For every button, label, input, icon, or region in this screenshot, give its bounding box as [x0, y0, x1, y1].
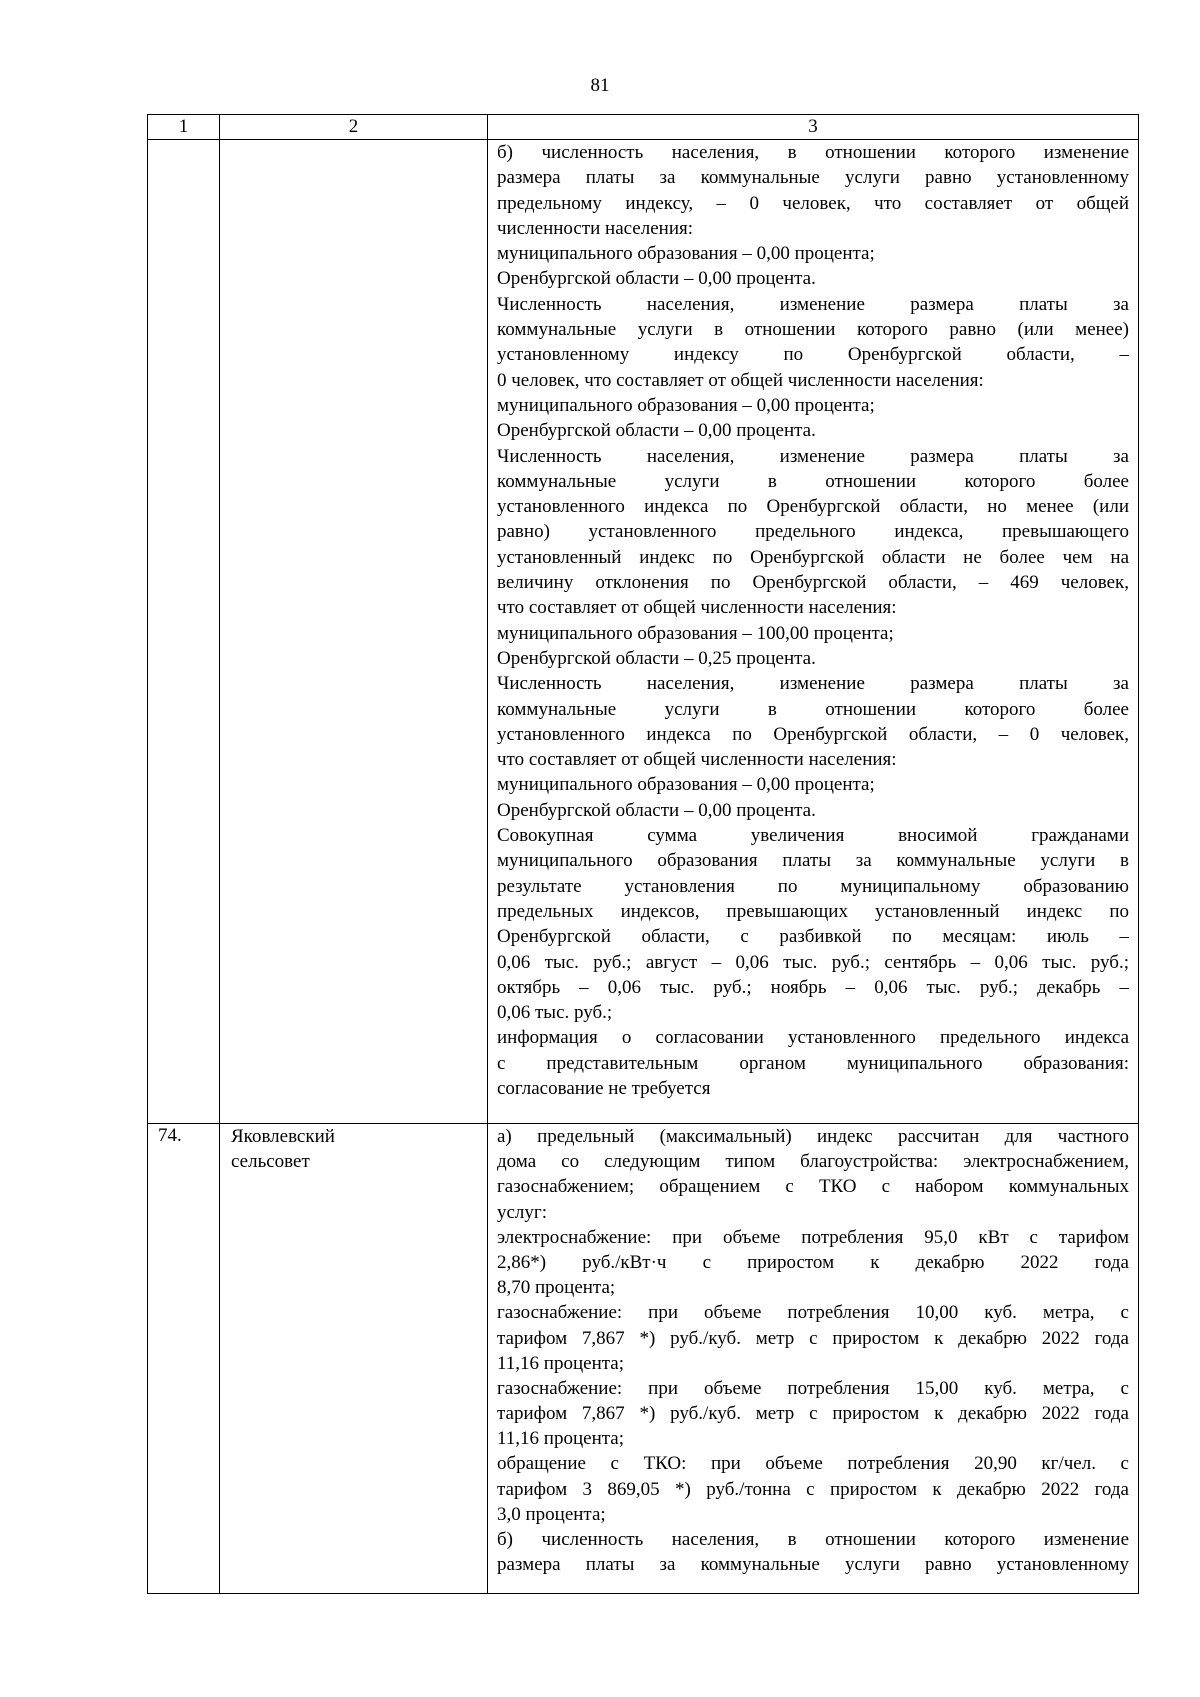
text-line: б) численность населения, в отношении которого изменение — [497, 1529, 1129, 1550]
text-line: тарифом 7,867 *) руб./куб. метр с приростом к декабрю 2022 года — [497, 1327, 1129, 1349]
table-header-row — [148, 115, 1139, 140]
text-line: 0 человек, что составляет от общей численности населения: — [497, 369, 984, 391]
text-line: 8,70 процента; — [497, 1277, 616, 1299]
text-line: равно) установленного предельного индекса, превышающего — [497, 521, 1129, 543]
text-line: а) предельный (максимальный) индекс рассчитан для частного — [497, 1126, 1129, 1147]
text-line: установленного индекса по Оренбургской области, но менее (или — [497, 496, 1129, 518]
text-line: что составляет от общей численности населения: — [497, 749, 897, 771]
text-line: 2,86*) руб./кВт·ч с приростом к декабрю 2022 года — [497, 1251, 1129, 1273]
text-line: тарифом 3 869,05 *) руб./тонна с приростом к декабрю 2022 года — [497, 1478, 1129, 1500]
text-line: коммунальные услуги в отношении которого более — [497, 698, 1129, 720]
text-line: коммунальные услуги в отношении которого более — [497, 470, 1129, 492]
column-header-3: 3 — [488, 115, 1139, 140]
text-line: 11,16 процента; — [497, 1428, 624, 1450]
municipality-name-line: сельсовет — [231, 1151, 310, 1173]
text-line: Оренбургской области, с разбивкой по месяцам: июль – — [497, 926, 1129, 948]
text-line: Оренбургской области – 0,00 процента. — [497, 268, 816, 290]
text-line: тарифом 7,867 *) руб./куб. метр с приростом к декабрю 2022 года — [497, 1403, 1129, 1425]
text-line: Численность населения, изменение размера платы за — [497, 445, 1129, 467]
row-number-cell: 74. — [148, 1124, 220, 1594]
text-line: муниципального образования – 0,00 процента; — [497, 243, 875, 265]
municipality-cell — [220, 1124, 488, 1594]
text-line: октябрь – 0,06 тыс. руб.; ноябрь – 0,06 тыс. руб.; декабрь – — [497, 976, 1129, 998]
text-line: муниципального образования платы за коммунальные услуги в — [497, 850, 1129, 872]
table-row — [148, 1124, 1139, 1594]
text-line: Совокупная сумма увеличения вносимой гражданами — [497, 825, 1129, 847]
text-line: Оренбургской области – 0,00 процента. — [497, 799, 816, 821]
description-text — [488, 140, 1138, 1101]
text-line: услуг: — [497, 1201, 547, 1223]
text-line: согласование не требуется — [497, 1077, 711, 1099]
row-number-cell — [148, 140, 220, 1124]
text-line: муниципального образования – 100,00 процента; — [497, 622, 894, 644]
text-line: газоснабжение: при объеме потребления 10,00 куб. метра, с — [497, 1302, 1129, 1324]
text-line: 3,0 процента; — [497, 1503, 606, 1525]
text-line: установленному индексу по Оренбургской области, – — [497, 344, 1129, 366]
text-line: 0,06 тыс. руб.; — [497, 1002, 613, 1024]
description-cell — [488, 140, 1139, 1124]
text-line: 11,16 процента; — [497, 1352, 624, 1374]
description-text — [488, 1124, 1138, 1577]
municipality-name-line: Яковлевский — [231, 1126, 335, 1147]
text-line: муниципального образования – 0,00 процента; — [497, 774, 875, 796]
text-line: установленный индекс по Оренбургской области не более чем на — [497, 546, 1129, 568]
text-line: газоснабжением; обращением с ТКО с набором коммунальных — [497, 1176, 1129, 1198]
text-line: предельному индексу, – 0 человек, что составляет от общей — [497, 192, 1129, 214]
text-line: газоснабжение: при объеме потребления 15,00 куб. метра, с — [497, 1377, 1129, 1399]
text-line: размера платы за коммунальные услуги равно установленному — [497, 167, 1129, 189]
text-line: Оренбургской области – 0,25 процента. — [497, 647, 816, 669]
text-line: Оренбургской области – 0,00 процента. — [497, 420, 816, 442]
text-line: что составляет от общей численности населения: — [497, 597, 897, 619]
text-line: информация о согласовании установленного предельного индекса — [497, 1027, 1129, 1049]
text-line: дома со следующим типом благоустройства: электроснабжением, — [497, 1151, 1129, 1173]
text-line: установленного индекса по Оренбургской области, – 0 человек, — [497, 723, 1129, 745]
text-line: с представительным органом муниципального образования: — [497, 1052, 1129, 1074]
text-line: обращение с ТКО: при объеме потребления 20,90 кг/чел. с — [497, 1453, 1129, 1475]
text-line: коммунальные услуги в отношении которого равно (или менее) — [497, 319, 1129, 341]
tariff-table — [147, 114, 1139, 1594]
text-line: численности населения: — [497, 217, 694, 239]
text-line: муниципального образования – 0,00 процента; — [497, 394, 875, 416]
text-line: предельных индексов, превышающих установленный индекс по — [497, 900, 1129, 922]
column-header-1: 1 — [148, 115, 220, 140]
text-line: результате установления по муниципальному образованию — [497, 875, 1129, 897]
text-line: б) численность населения, в отношении которого изменение — [497, 142, 1129, 163]
text-line: электроснабжение: при объеме потребления 95,0 кВт с тарифом — [497, 1226, 1129, 1248]
text-line: размера платы за коммунальные услуги равно установленному — [497, 1554, 1129, 1576]
table-row — [148, 140, 1139, 1124]
text-line: величину отклонения по Оренбургской области, – 469 человек, — [497, 572, 1129, 594]
description-cell — [488, 1124, 1139, 1594]
municipality-cell — [220, 140, 488, 1124]
page-number: 81 — [590, 75, 610, 96]
text-line: Численность населения, изменение размера платы за — [497, 293, 1129, 315]
column-header-2: 2 — [220, 115, 488, 140]
text-line: 0,06 тыс. руб.; август – 0,06 тыс. руб.; сентябрь – 0,06 тыс. руб.; — [497, 951, 1129, 973]
text-line: Численность населения, изменение размера платы за — [497, 673, 1129, 695]
